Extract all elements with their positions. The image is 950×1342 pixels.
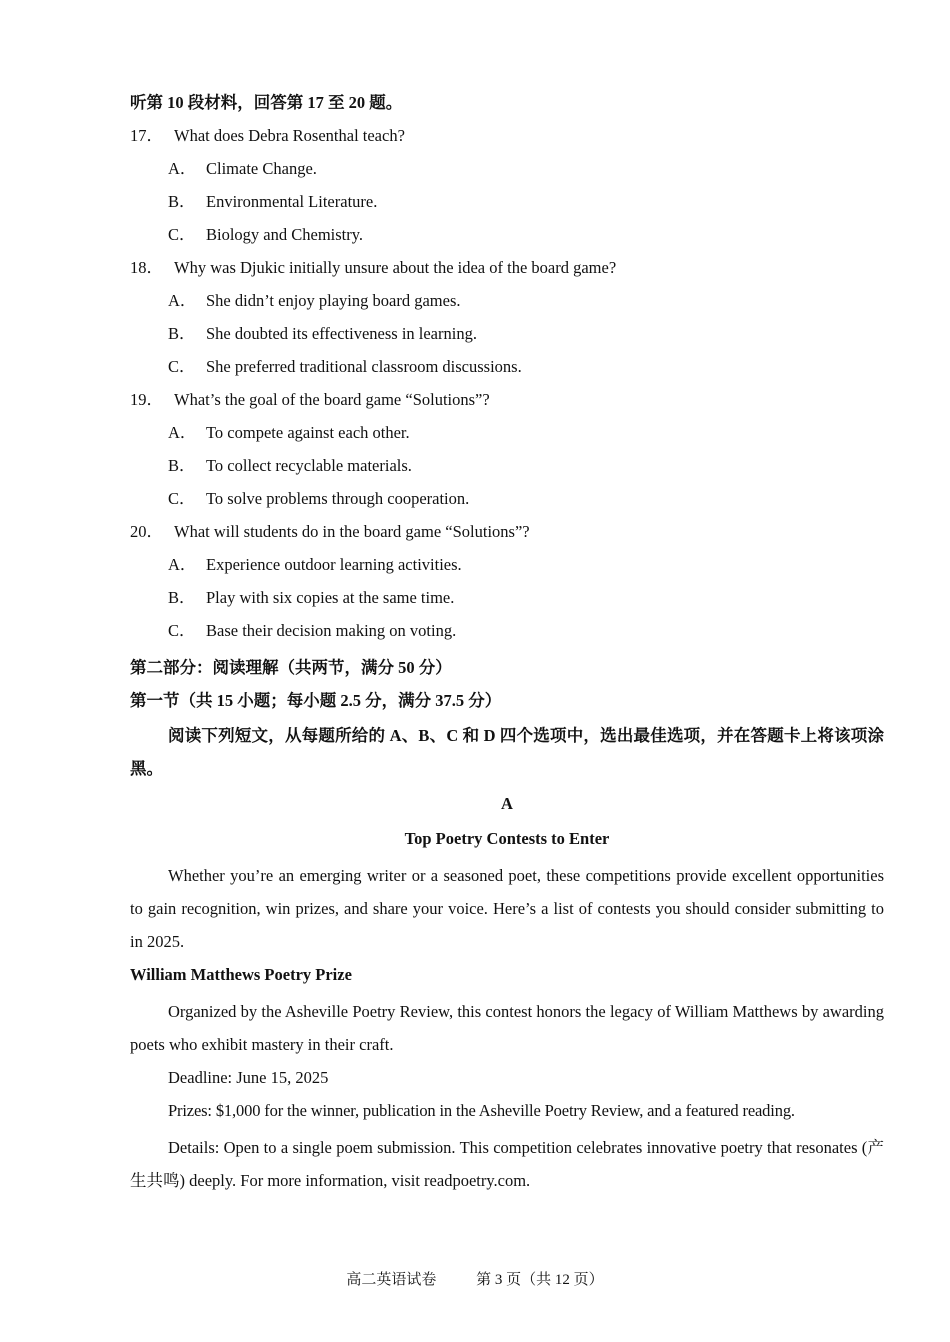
question-list: [130, 119, 884, 647]
answer-option: [130, 218, 884, 251]
option-text: To compete against each other.: [206, 423, 410, 442]
answer-option: [130, 581, 884, 614]
question-stem: [130, 251, 884, 284]
option-letter: C．: [168, 621, 196, 640]
option-text: She didn’t enjoy playing board games.: [206, 291, 461, 310]
question-number: 17．: [130, 126, 163, 145]
question-text: Why was Djukic initially unsure about the idea of the board game?: [174, 258, 617, 277]
question-stem: [130, 383, 884, 416]
option-letter: C．: [168, 357, 196, 376]
option-letter: B．: [168, 456, 196, 475]
option-letter: A．: [168, 423, 197, 442]
page-footer: [0, 1268, 950, 1292]
contest-details: Details: Open to a single poem submission. This competition celebrates innovative poetry that resonates (产生共鸣) deeply. For more information, visit readpoetry.com.: [130, 1138, 884, 1190]
option-letter: B．: [168, 324, 196, 343]
exam-page: [130, 86, 884, 1197]
passage-label: A: [501, 794, 513, 813]
option-text: Play with six copies at the same time.: [206, 588, 455, 607]
part-two-title: 第二部分：阅读理解（共两节，满分 50 分）: [130, 658, 452, 677]
option-letter: A．: [168, 159, 197, 178]
passage-title: Top Poetry Contests to Enter: [404, 829, 610, 848]
question-stem: [130, 515, 884, 548]
option-text: To collect recyclable materials.: [206, 456, 412, 475]
option-letter: C．: [168, 225, 196, 244]
footer-exam-name: 高二英语试卷: [346, 1272, 437, 1288]
listening-section-intro: 听第 10 段材料，回答第 17 至 20 题。: [130, 93, 403, 112]
question-text: What’s the goal of the board game “Solutions”?: [174, 390, 490, 409]
option-text: Base their decision making on voting.: [206, 621, 457, 640]
reading-instructions: 阅读下列短文，从每题所给的 A、B、C 和 D 四个选项中，选出最佳选项，并在答题卡上将该项涂黑。: [130, 726, 884, 778]
contest-prizes: Prizes: $1,000 for the winner, publication in the Asheville Poetry Review, and a featured reading.: [168, 1101, 795, 1120]
question-stem: [130, 119, 884, 152]
passage-intro: Whether you’re an emerging writer or a seasoned poet, these competitions provide excellent opportunities to gain recognition, win prizes, and share your voice. Here’s a list of contests you should consider submitting to in 2025.: [130, 866, 884, 951]
option-text: Experience outdoor learning activities.: [206, 555, 462, 574]
answer-option: [130, 449, 884, 482]
option-letter: B．: [168, 588, 196, 607]
contest-description: Organized by the Asheville Poetry Review, this contest honors the legacy of William Matthews by awarding poets who exhibit mastery in their craft.: [130, 1002, 884, 1054]
answer-option: [130, 548, 884, 581]
option-text: Biology and Chemistry.: [206, 225, 364, 244]
option-text: Environmental Literature.: [206, 192, 378, 211]
contest-name: William Matthews Poetry Prize: [130, 965, 352, 984]
question-text: What will students do in the board game “Solutions”?: [174, 522, 530, 541]
answer-option: [130, 482, 884, 515]
question-number: 18．: [130, 258, 163, 277]
option-letter: C．: [168, 489, 196, 508]
question-number: 19．: [130, 390, 163, 409]
option-letter: B．: [168, 192, 196, 211]
answer-option: [130, 350, 884, 383]
answer-option: [130, 152, 884, 185]
answer-option: [130, 317, 884, 350]
section-one-title: 第一节（共 15 小题；每小题 2.5 分，满分 37.5 分）: [130, 691, 502, 710]
option-text: To solve problems through cooperation.: [206, 489, 470, 508]
question-number: 20．: [130, 522, 163, 541]
option-letter: A．: [168, 555, 197, 574]
option-letter: A．: [168, 291, 197, 310]
answer-option: [130, 614, 884, 647]
question-text: What does Debra Rosenthal teach?: [174, 126, 405, 145]
footer-page-info: 第 3 页（共 12 页）: [476, 1272, 604, 1288]
answer-option: [130, 185, 884, 218]
contest-deadline: Deadline: June 15, 2025: [168, 1068, 329, 1087]
answer-option: [130, 284, 884, 317]
option-text: She preferred traditional classroom discussions.: [206, 357, 522, 376]
answer-option: [130, 416, 884, 449]
option-text: Climate Change.: [206, 159, 317, 178]
option-text: She doubted its effectiveness in learning.: [206, 324, 477, 343]
